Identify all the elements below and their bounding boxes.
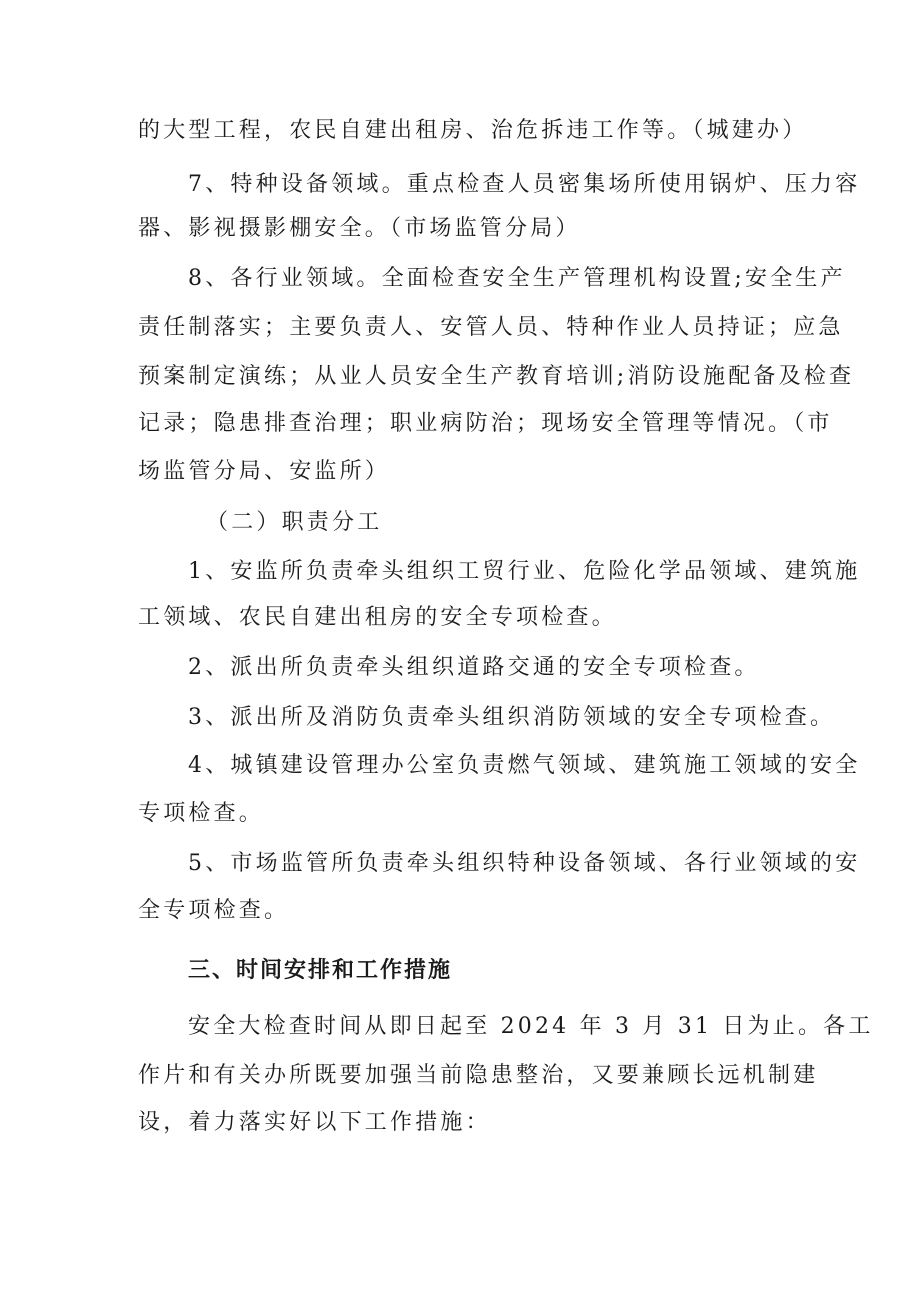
paragraph-line: 专项检查。 <box>138 801 265 826</box>
paragraph-line: 5、市场监管所负责牵头组织特种设备领域、各行业领域的安 <box>188 851 861 876</box>
paragraph-line: 工领域、农民自建出租房的安全专项检查。 <box>138 605 617 630</box>
section-heading: 三、时间安排和工作措施 <box>188 957 453 983</box>
paragraph-line: 全专项检查。 <box>138 898 290 923</box>
section-subheading: （二）职责分工 <box>206 510 383 535</box>
paragraph-line: 器、影视摄影棚安全。（市场监管分局） <box>138 216 581 241</box>
paragraph-line: 作片和有关办所既要加强当前隐患整治，又要兼顾长远机制建 <box>138 1063 819 1088</box>
paragraph-line: 设，着力落实好以下工作措施： <box>138 1110 491 1135</box>
paragraph-line: 7、特种设备领域。重点检查人员密集场所使用锅炉、压力容 <box>188 172 861 197</box>
paragraph-line: 记录；隐患排查治理；职业病防治；现场安全管理等情况。（市 <box>138 411 833 436</box>
paragraph-line: 4、城镇建设管理办公室负责燃气领域、建筑施工领域的安全 <box>188 753 861 778</box>
paragraph-line: 责任制落实；主要负责人、安管人员、特种作业人员持证；应急 <box>138 315 844 340</box>
paragraph-line: 预案制定演练；从业人员安全生产教育培训;消防设施配备及检查 <box>138 364 855 389</box>
paragraph-line: 1、安监所负责牵头组织工贸行业、危险化学品领域、建筑施 <box>188 559 861 584</box>
paragraph-line: 场监管分局、安监所） <box>138 459 391 484</box>
paragraph-line: 安全大检查时间从即日起至 2024 年 3 月 31 日为止。各工 <box>188 1014 874 1039</box>
paragraph-line: 2、派出所负责牵头组织道路交通的安全专项检查。 <box>188 655 760 680</box>
paragraph-line: 8、各行业领域。全面检查安全生产管理机构设置;安全生产 <box>188 266 846 291</box>
paragraph-line: 的大型工程，农民自建出租房、治危拆违工作等。（城建办） <box>138 118 808 143</box>
paragraph-line: 3、派出所及消防负责牵头组织消防领域的安全专项检查。 <box>188 705 836 730</box>
